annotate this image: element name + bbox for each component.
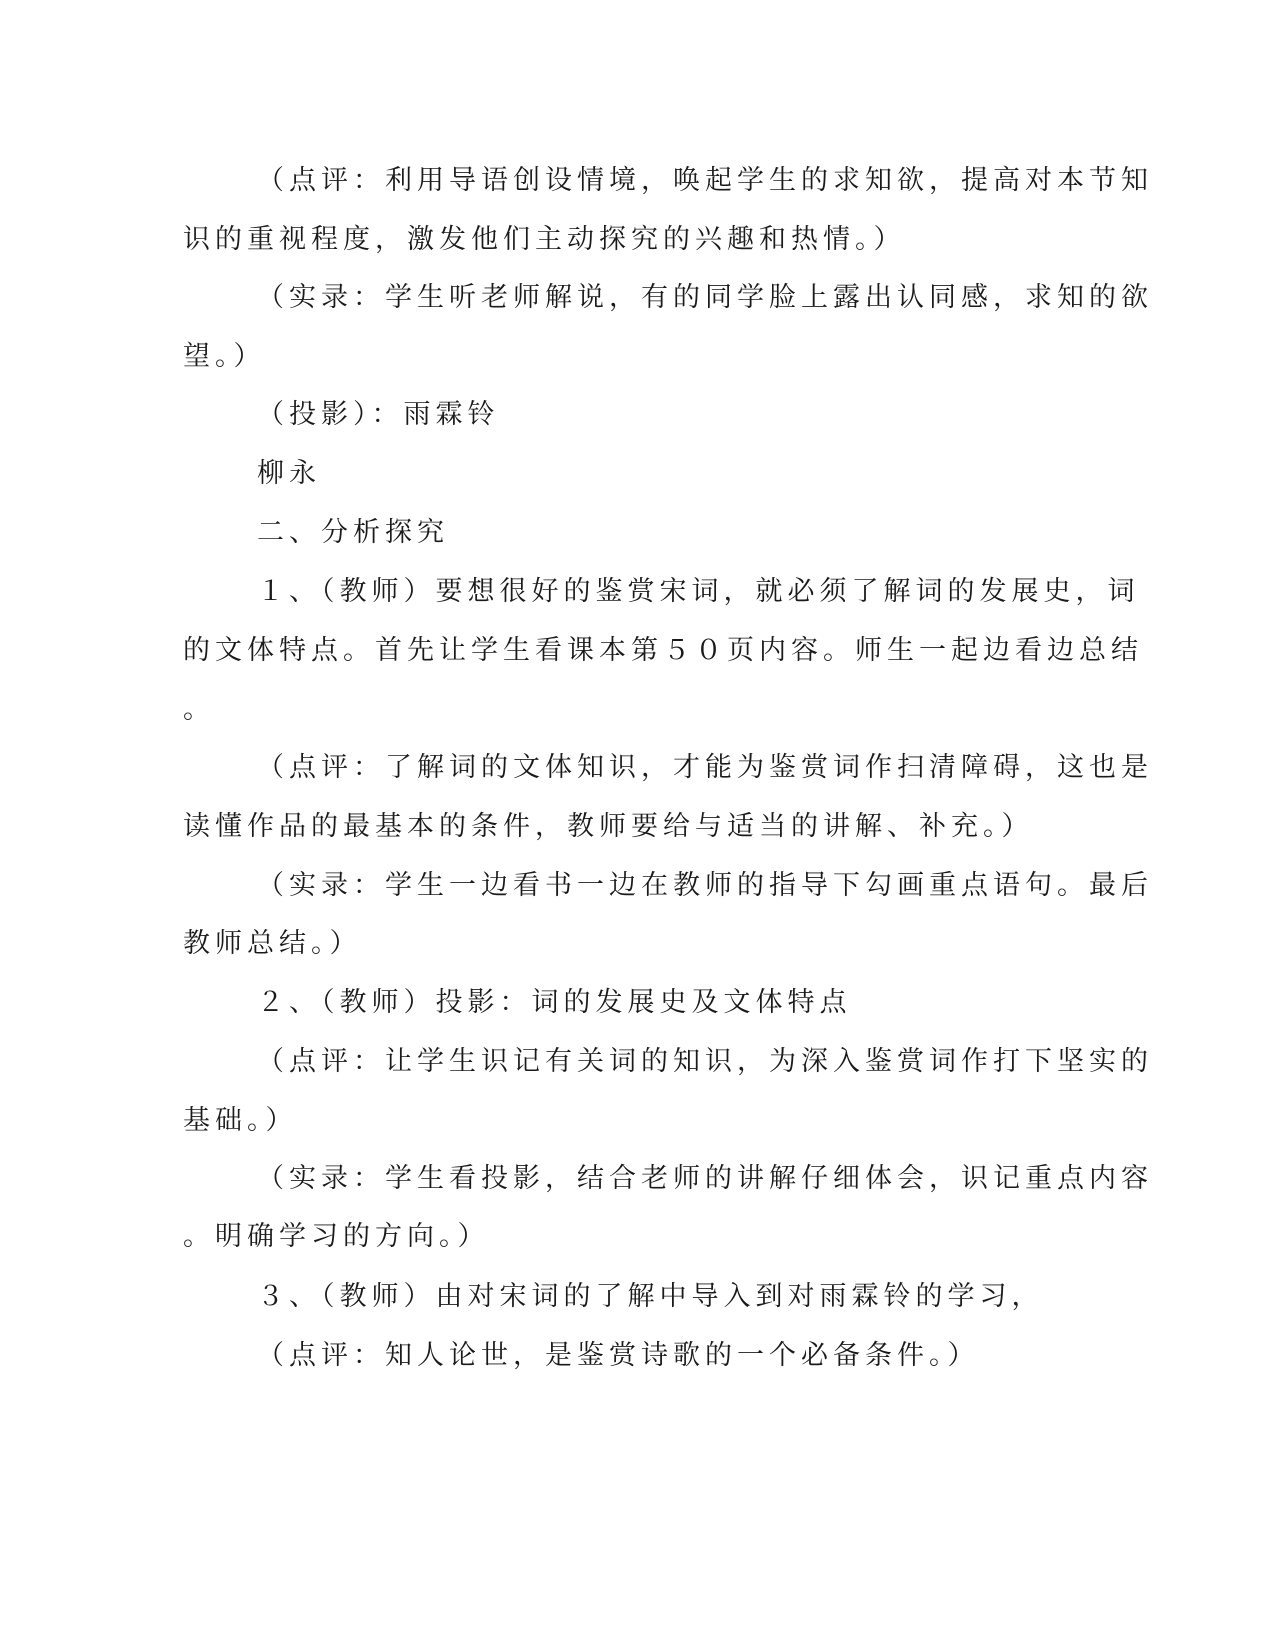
paragraph-line: （实录：学生看投影，结合老师的讲解仔细体会，识记重点内容 bbox=[257, 1163, 1153, 1194]
paragraph-line: 望。） bbox=[183, 341, 266, 372]
paragraph-line: 的文体特点。首先让学生看课本第５０页内容。师生一起边看边总结 bbox=[183, 635, 1143, 666]
paragraph-line: １、（教师）要想很好的鉴赏宋词，就必须了解词的发展史，词 bbox=[257, 576, 1140, 607]
section-heading: 二、分析探究 bbox=[257, 517, 449, 548]
paragraph-line: 教师总结。） bbox=[183, 928, 362, 959]
paragraph-line: （点评：了解词的文体知识，才能为鉴赏词作扫清障碍，这也是 bbox=[257, 752, 1153, 783]
paragraph-line: 读懂作品的最基本的条件，教师要给与适当的讲解、补充。） bbox=[183, 811, 1034, 842]
paragraph-line: 。明确学习的方向。） bbox=[183, 1221, 490, 1252]
paragraph-line: （投影）：雨霖铃 bbox=[257, 399, 500, 430]
paragraph-line: （实录：学生一边看书一边在教师的指导下勾画重点语句。最后 bbox=[257, 870, 1153, 901]
paragraph-line: （点评：知人论世，是鉴赏诗歌的一个必备条件。） bbox=[257, 1340, 980, 1371]
paragraph-line: （点评：利用导语创设情境，唤起学生的求知欲，提高对本节知 bbox=[257, 165, 1153, 196]
paragraph-line: ２、（教师）投影：词的发展史及文体特点 bbox=[257, 987, 852, 1018]
paragraph-line: ３、（教师）由对宋词的了解中导入到对雨霖铃的学习， bbox=[257, 1281, 1044, 1312]
paragraph-line: 识的重视程度，激发他们主动探究的兴趣和热情。） bbox=[183, 224, 906, 255]
paragraph-line: （点评：让学生识记有关词的知识，为深入鉴赏词作打下坚实的 bbox=[257, 1046, 1153, 1077]
paragraph-line: （实录：学生听老师解说，有的同学脸上露出认同感，求知的欲 bbox=[257, 282, 1153, 313]
paragraph-line: 。 bbox=[183, 694, 215, 725]
paragraph-line: 基础。） bbox=[183, 1105, 298, 1136]
author-line: 柳永 bbox=[257, 458, 321, 489]
